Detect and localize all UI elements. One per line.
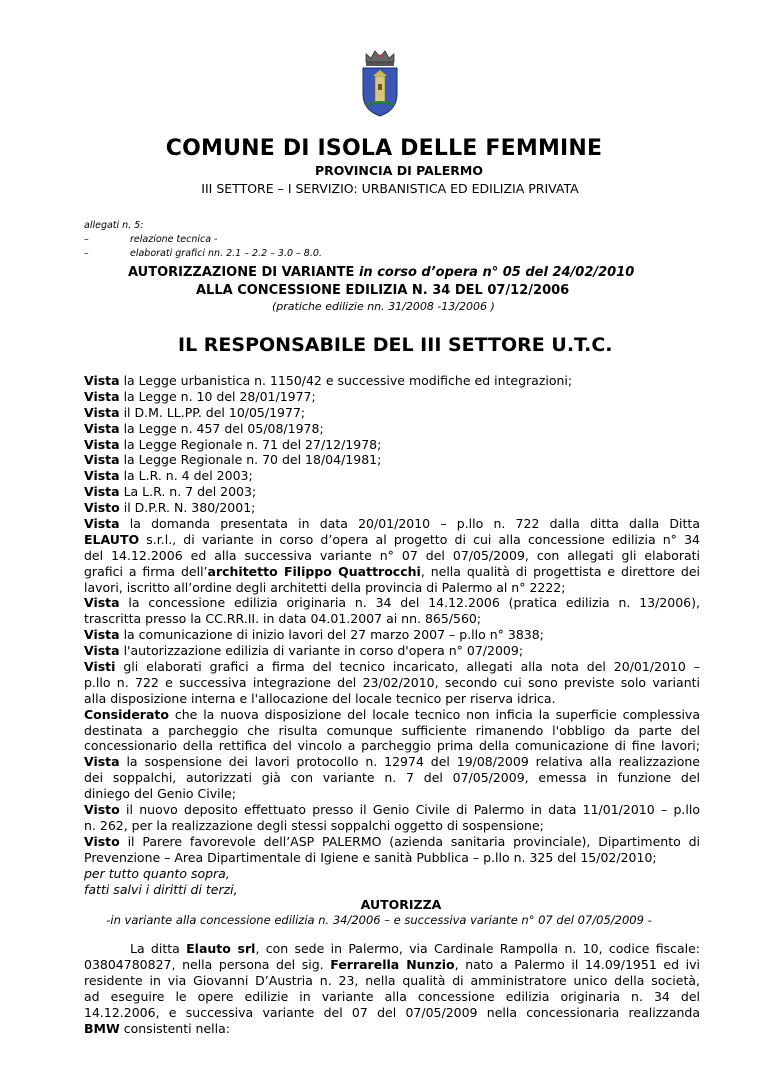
document-body <box>84 373 700 1037</box>
authorization-heading: AUTORIZZAZIONE DI VARIANTE in corso d’opera n° 05 del 24/02/2010 <box>128 265 635 280</box>
vista-line: Vista la L.R. n. 4 del 2003; <box>84 468 253 484</box>
elaborati-line: alla disposizione interna e l'allocazione del locale tecnico per riserva idrica. <box>84 690 556 706</box>
domanda-line: Vista la domanda presentata in data 20/01/2010 – p.llo n. 722 dalla ditta dalla Ditta <box>84 516 700 532</box>
considerato-line: destinata a parcheggio che risulta comunque sufficiente rimanendo l'obbligo da parte del <box>84 722 700 738</box>
vista-line: Vista la Legge urbanistica n. 1150/42 e successive modifiche ed integrazioni; <box>84 373 573 388</box>
domanda-line: lavori, iscritto all’ordine degli architetti della provincia di Palermo al n° 2222; <box>84 579 566 595</box>
closing-line: per tutto quanto sopra, <box>84 865 230 881</box>
vista-line: Vista la Legge Regionale n. 70 del 18/04/1981; <box>84 452 382 468</box>
deposito-line: n. 262, per la realizzazione degli stessi soppalchi oggetto di sospensione; <box>84 817 544 833</box>
concession-heading: ALLA CONCESSIONE EDILIZIA N. 34 DEL 07/12/2006 <box>196 283 570 298</box>
vista-line: Vista la Legge n. 457 del 05/08/1978; <box>84 420 324 436</box>
final-line: residente in via Giovanni D’Austria n. 23, nella qualità di amministratore unico della società, <box>84 972 700 988</box>
attachments-list <box>84 219 322 261</box>
closing-line: fatti salvi i diritti di terzi, <box>84 881 238 897</box>
concessione-line: Vista la concessione edilizia originaria n. 34 del 14.12.2006 (pratica edilizia n. 13/2006), <box>84 595 700 611</box>
vista-line: Visto il D.P.R. N. 380/2001; <box>84 500 256 516</box>
elaborati-line: Visti gli elaborati grafici a firma del tecnico incaricato, allegati alla nota del 20/01/2010 – <box>84 659 700 675</box>
attachments-label: allegati n. 5: <box>84 220 144 231</box>
domanda-line: del 14.12.2006 ed alla successiva variante n° 07 del 07/05/2009, con allegati gli elaborati <box>84 547 700 563</box>
vista-line: Vista la Legge Regionale n. 71 del 27/12/1978; <box>84 436 382 452</box>
vista-line: Vista la Legge n. 10 del 28/01/1977; <box>84 388 316 404</box>
elaborati-line: p.llo n. 722 e successiva integrazione del 23/02/2010, secondo cui sono previste solo varianti <box>84 674 700 690</box>
concessione-line: trascritta presso la CC.RR.II. in data 04.01.2007 ai nn. 865/560; <box>84 611 482 627</box>
attachment-item: – elaborati grafici nn. 2.1 – 2.2 – 3.0 – 8.0. <box>84 248 322 259</box>
autorizza-heading: AUTORIZZA <box>360 897 442 913</box>
deposito-line: Visto il nuovo deposito effettuato presso il Genio Civile di Palermo in data 11/01/2010 – p.llo <box>84 802 700 818</box>
province-label: PROVINCIA DI PALERMO <box>315 163 483 178</box>
parere-line: Prevenzione – Area Dipartimentale di Igiene e sanità Pubblica – p.llo n. 325 del 15/02/2010; <box>84 849 657 865</box>
coat-of-arms-icon <box>358 48 402 118</box>
final-line: 03804780827, nella persona del sig. Ferrarella Nunzio, nato a Palermo il 14.09/1951 ed ivi <box>84 957 700 973</box>
attachment-item: – relazione tecnica - <box>84 234 218 245</box>
municipality-title: COMUNE DI ISOLA DELLE FEMMINE <box>165 136 603 161</box>
practice-numbers: (pratiche edilizie nn. 31/2008 -13/2006 ) <box>272 300 495 313</box>
domanda-line: ELAUTO s.r.l., di variante in corso d’opera al progetto di cui alla concessione edilizia n° 34 <box>84 531 700 547</box>
final-line: BMW consistenti nella: <box>84 1020 230 1036</box>
sospensione-line: Vista la sospensione dei lavori protocollo n. 12974 del 19/08/2009 relativa alla realizzazione <box>84 754 700 770</box>
vista-line: Vista La L.R. n. 7 del 2003; <box>84 484 257 500</box>
autorizzazione-line: Vista l'autorizzazione edilizia di variante in corso d'opera n° 07/2009; <box>84 643 524 659</box>
spacer <box>84 929 700 941</box>
sospensione-line: diniego del Genio Civile; <box>84 786 236 802</box>
final-line: La ditta Elauto srl, con sede in Palermo, via Cardinale Rampolla n. 10, codice fiscale: <box>130 941 700 957</box>
vista-line: Vista il D.M. LL.PP. del 10/05/1977; <box>84 404 306 420</box>
final-line: 14.12.2006, e successiva variante del 07 del 07/05/2009 nella concessionaria realizzanda <box>84 1004 700 1020</box>
sector-label: III SETTORE – I SERVIZIO: URBANISTICA ED EDILIZIA PRIVATA <box>201 181 579 196</box>
responsible-heading: IL RESPONSABILE DEL III SETTORE U.T.C. <box>178 334 613 356</box>
final-line: ad eseguire le opere edilizie in variante alla concessione edilizia originaria n. 34 del <box>84 988 700 1004</box>
considerato-line: Considerato che la nuova disposizione del locale tecnico non inficia la superficie complessiva <box>84 706 700 722</box>
comunicazione-line: Vista la comunicazione di inizio lavori del 27 marzo 2007 – p.llo n° 3838; <box>84 627 544 643</box>
sospensione-line: dei soppalchi, autorizzati già con variante n. 7 del 07/05/2009, emessa in funzione del <box>84 770 700 786</box>
domanda-line: grafici a firma dell’architetto Filippo Quattrocchi, nella qualità di progettista e direttore dei <box>84 563 700 579</box>
variant-note: -in variante alla concessione edilizia n. 34/2006 – e successiva variante n° 07 del 07/05/2009 - <box>106 913 652 928</box>
parere-line: Visto il Parere favorevole dell’ASP PALERMO (azienda sanitaria provinciale), Dipartimento di <box>84 833 700 849</box>
considerato-line: concessionario della rettifica del vincolo a parcheggio prima della comunicazione di fine lavori; <box>84 738 700 754</box>
